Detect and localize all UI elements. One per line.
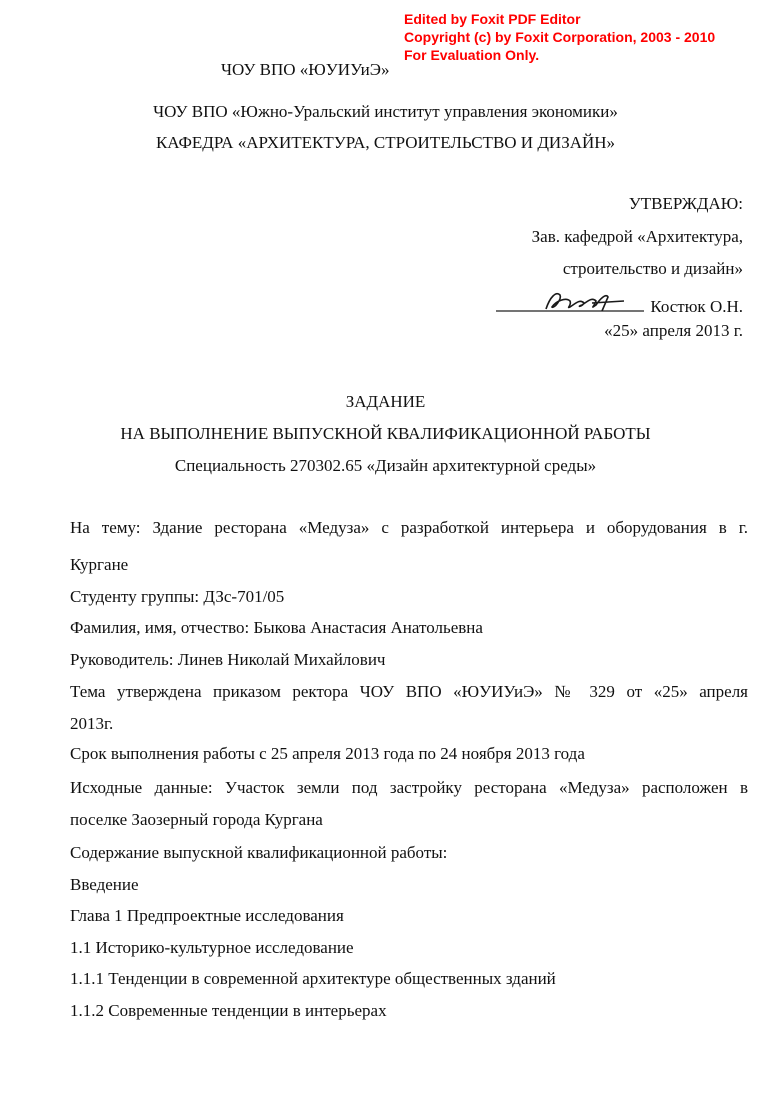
contents-item: Глава 1 Предпроектные исследования [70,906,344,925]
topic-line-2: Кургане [70,555,129,574]
source-data-line-1: Исходные данные: Участок земли под застройку ресторана «Медуза» расположен в [70,778,748,797]
source-data-line-2: поселке Заозерный города Кургана [70,810,323,829]
student-group: Студенту группы: ДЗс-701/05 [70,587,285,606]
watermark-line-1: Edited by Foxit PDF Editor [404,11,581,27]
order-line-2: 2013г. [70,714,114,733]
watermark-line-2: Copyright (c) by Foxit Corporation, 2003 - 2010 [404,29,716,45]
contents-item: 1.1.1 Тенденции в современной архитектуре общественных зданий [70,969,556,988]
topic-line-1: На тему: Здание ресторана «Медуза» с разработкой интерьера и оборудования в г. [70,518,748,537]
order-line-1: Тема утверждена приказом ректора ЧОУ ВПО «ЮУИУиЭ» № 329 от «25» апреля [70,682,748,701]
contents-label: Содержание выпускной квалификационной работы: [70,843,448,862]
assignment-title: ЗАДАНИЕ [345,392,426,411]
specialty: Специальность 270302.65 «Дизайн архитектурной среды» [174,456,597,475]
header-top-line: ЧОУ ВПО «ЮУИУиЭ» [221,60,390,79]
contents-item: 1.1.2 Современные тенденции в интерьерах [70,1001,387,1020]
approval-position-line-1: Зав. кафедрой «Архитектура, [531,227,743,246]
institute-name: ЧОУ ВПО «Южно-Уральский институт управления экономики» [153,102,618,121]
approval-position-line-2: строительство и дизайн» [562,259,743,278]
approval-title: УТВЕРЖДАЮ: [628,194,743,213]
signature-row [496,287,743,317]
student-full-name: Фамилия, имя, отчество: Быкова Анастасия Анатольевна [70,618,483,637]
department-name: КАФЕДРА «АРХИТЕКТУРА, СТРОИТЕЛЬСТВО И ДИЗАЙН» [155,133,616,152]
deadline: Срок выполнения работы с 25 апреля 2013 года по 24 ноября 2013 года [70,744,585,763]
assignment-subtitle: НА ВЫПОЛНЕНИЕ ВЫПУСКНОЙ КВАЛИФИКАЦИОННОЙ РАБОТЫ [120,424,651,443]
supervisor: Руководитель: Линев Николай Михайлович [70,650,386,669]
contents-item: 1.1 Историко-культурное исследование [70,938,354,957]
watermark-line-3: For Evaluation Only. [404,47,540,63]
contents-item: Введение [70,875,139,894]
evaluation-watermark [404,10,715,64]
approver-name: Костюк О.Н. [650,297,743,316]
approval-date: «25» апреля 2013 г. [604,321,743,340]
handwritten-signature [496,287,646,317]
